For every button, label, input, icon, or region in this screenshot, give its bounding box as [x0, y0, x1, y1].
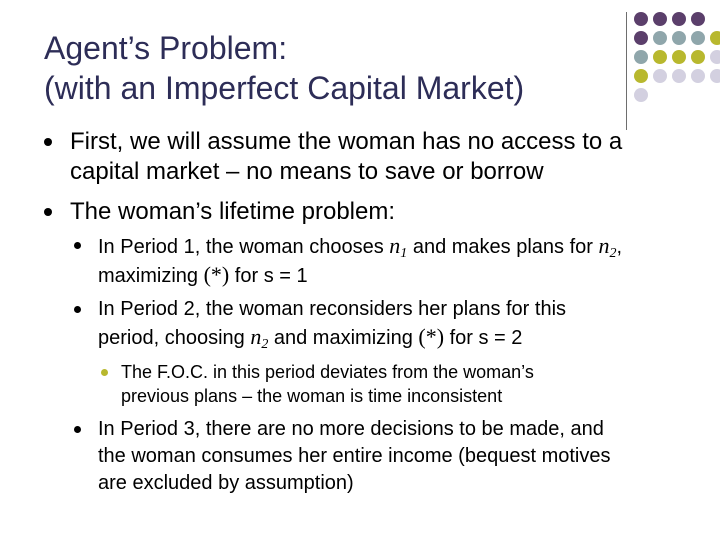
bullet-capital-market: [70, 127, 670, 187]
decorative-dot: [634, 88, 648, 102]
divider-line: [626, 12, 627, 130]
text: are excluded by assumption): [98, 472, 354, 494]
text: period, choosing: [98, 327, 251, 349]
bullet-lifetime-problem: [70, 197, 670, 227]
decorative-dot: [672, 50, 686, 64]
bullet-icon: [74, 242, 81, 249]
text: and maximizing: [268, 327, 419, 349]
decorative-dot-grid: [634, 12, 720, 112]
bullet-icon: [44, 138, 52, 146]
decorative-dot: [691, 69, 705, 83]
decorative-dot: [653, 50, 667, 64]
decorative-dot: [691, 50, 705, 64]
text: for s = 1: [229, 265, 308, 287]
math-n2: $n_2$: [598, 233, 617, 261]
math-n1: $n_1$: [389, 233, 408, 261]
math-n2: $n_2$: [250, 324, 269, 352]
subbullet-period-1: [98, 232, 698, 290]
decorative-dot: [691, 31, 705, 45]
bullet-text: First, we will assume the woman has no access to a capital market – no means to save or borrow: [70, 128, 623, 185]
decorative-dot: [691, 12, 705, 26]
text: maximizing: [98, 265, 204, 287]
title-line-1: Agent’s Problem:: [44, 30, 288, 66]
decorative-dot: [653, 12, 667, 26]
bullet-icon: [44, 208, 52, 216]
subbullet-period-3: [98, 416, 698, 497]
decorative-dot: [653, 31, 667, 45]
decorative-dot: [634, 69, 648, 83]
bullet-icon: [74, 306, 81, 313]
text: for s = 2: [444, 327, 523, 349]
decorative-dot: [634, 31, 648, 45]
decorative-dot: [634, 50, 648, 64]
title-line-2: (with an Imperfect Capital Market): [44, 70, 525, 106]
slide-title: [44, 28, 614, 108]
decorative-dot: [672, 69, 686, 83]
decorative-dot: [672, 12, 686, 26]
decorative-dot: [672, 31, 686, 45]
text: The F.O.C. in this period deviates from the woman’s: [121, 362, 534, 382]
equation-ref: (*): [203, 262, 230, 287]
decorative-dot: [710, 31, 720, 45]
text: previous plans – the woman is time inconsistent: [121, 386, 503, 406]
bullet-icon: [101, 369, 108, 376]
subbullet-period-2: [98, 296, 698, 352]
text: In Period 3, there are no more decisions to be made, and: [98, 418, 604, 440]
subsubbullet-foc: [121, 360, 681, 408]
text: In Period 2, the woman reconsiders her plans for this: [98, 298, 567, 320]
bullet-icon: [74, 426, 81, 433]
decorative-dot: [653, 69, 667, 83]
decorative-dot: [634, 12, 648, 26]
decorative-dot: [710, 50, 720, 64]
bullet-text: The woman’s lifetime problem:: [70, 198, 396, 225]
text: the woman consumes her entire income (bequest motives: [98, 445, 611, 467]
text: and makes plans for: [407, 236, 599, 258]
decorative-dot: [710, 69, 720, 83]
equation-ref: (*): [418, 324, 445, 349]
text: In Period 1, the woman chooses: [98, 236, 390, 258]
text: ,: [616, 236, 623, 258]
